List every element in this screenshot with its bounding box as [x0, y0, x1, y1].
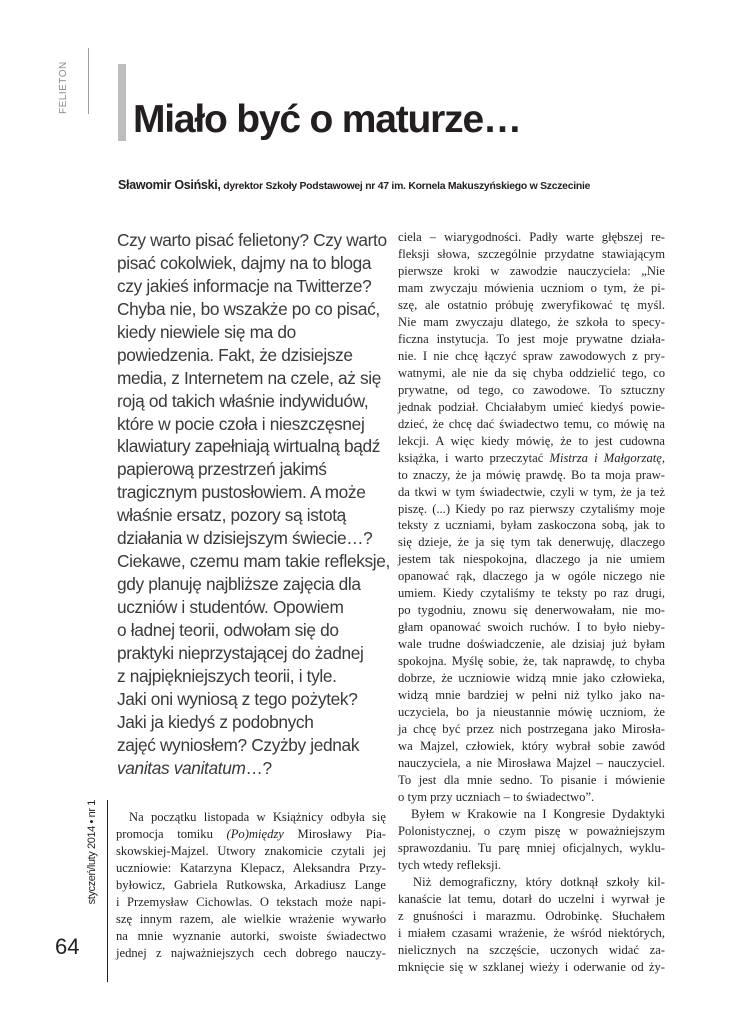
text-line: watnymi, ale nie da się chyba oddzielić tego, co [398, 365, 665, 380]
lead-line: pisać cokolwiek, dajmy na to bloga [117, 252, 372, 273]
section-divider [88, 48, 89, 114]
text-line: mknięcie się w szklanej wieży i oderwanie od ży- [398, 959, 665, 974]
text-line: jednej z najważniejszych cech dobrego nauczy- [116, 945, 386, 960]
text-line: uczniowie: Katarzyna Klepacz, Aleksandra Przy- [116, 860, 386, 875]
lead-line [117, 757, 387, 780]
page-number: 64 [55, 934, 80, 959]
text-line: fleksji słowa, szczególnie przydatne stawiającym [398, 246, 665, 261]
text-line: ciela – wiarygodności. Padły warte głębszej re- [398, 230, 665, 244]
issue-divider [107, 800, 108, 982]
text-line: da tkwi w tym świadectwie, czyli w tym, że ja też [398, 484, 665, 499]
text-line: to znaczy, że ja mówię prawdę. Bo ta moja praw- [398, 467, 665, 482]
lead-line: uczniów i studentów. Opowiem [117, 597, 344, 617]
paragraph [398, 229, 665, 806]
text-line: Byłem w Krakowie na I Kongresie Dydaktyki [411, 806, 665, 821]
lead-line: właśnie ersatz, pozory są istotą [117, 505, 346, 526]
text-line: po tygodniu, znowu się denerwowałam, nie mo- [398, 603, 665, 618]
text-line: byłowicz, Gabriela Rutkowska, Arkadiusz Lange [116, 877, 386, 892]
text-line: i Przemysław Cichowlas. O tekstach może napi- [116, 894, 386, 909]
italic-text: vanitas vanitatum [117, 757, 246, 778]
lead-line: roją od takich właśnie indywiduów, [117, 390, 369, 411]
text-line: pierwsze kroki w zawodzie nauczyciela: „Nie [398, 263, 665, 278]
lead-line: papierową przestrzeń jakimś [117, 459, 327, 480]
text-line: Nie mam zwyczaju dlatego, że szkoła to specy- [398, 314, 665, 329]
text-line: na mnie wyznanie autorki, swoiste świadectwo [116, 928, 386, 943]
text-line: jestem tak niespokojna, dlaczego ja nie umiem [398, 552, 665, 567]
section-label: FELIETON [58, 61, 69, 114]
text-segment: promocja tomiku [116, 826, 227, 841]
text-line: nielicznych na szczęście, uczonych widać za- [398, 942, 665, 957]
text-line: z gnuśności i marazmu. Odrobinkę. Słuchałem [398, 908, 665, 923]
lead-line: Chyba nie, bo wszakże po co pisać, [117, 298, 380, 319]
text-line: dobrze, że uczniowie widzą mnie jako człowieka, [398, 671, 665, 686]
author-role: dyrektor Szkoły Podstawowej nr 47 im. Kornela Makuszyńskiego w Szczecinie [220, 181, 591, 192]
issue-label: styczeń/luty 2014 • nr 1 [86, 800, 98, 905]
text-segment: , [661, 450, 665, 465]
italic-text: (Po)między [226, 826, 284, 841]
text-line: szę, ale ostatnio próbuję zweryfikować tę myśl. [398, 297, 665, 312]
text-line: i miałem czasami wrażenie, że wśród niektórych, [398, 925, 665, 940]
text-line: kanaście lat temu, dotarł do uczelni i wyrwał je [398, 891, 665, 906]
lead-line: media, z Internetem na czele, aż się [117, 367, 382, 388]
text-line [398, 450, 665, 467]
text-segment: …? [245, 757, 272, 778]
text-line: widzą mnie bardziej w pełni niż tylko jako na- [398, 688, 665, 703]
paragraph [398, 806, 665, 874]
text-line: ja chcę być przez nich postrzegana jako Mirosła- [398, 722, 665, 737]
text-line: głam opanować swoich ruchów. I to było nieby- [398, 620, 665, 635]
text-line: szę innym razem, ale wielkie wrażenie wywarło [116, 911, 386, 926]
lead-line: kiedy niewiele się ma do [117, 321, 296, 342]
left-column-body [116, 809, 386, 962]
title-accent-bar [118, 64, 126, 141]
lead-line: które w pocie czoła i nieszczęsnej [117, 413, 365, 434]
text-line: Na początku listopada w Książnicy odbyła się [129, 810, 386, 824]
text-line: tych wtedy refleksji. [398, 857, 502, 872]
lead-line: praktyki nieprzystającej do żadnej [117, 642, 364, 663]
text-line: skowskiej-Majzel. Utwory znakomicie czytali jej [116, 843, 386, 858]
lead-line: Jaki oni wyniosą z tego pożytek? [117, 688, 358, 709]
text-segment: książka, i warto przeczytać [398, 450, 550, 465]
text-line: nie. I nie chcę łączyć spraw zawodowych z pry- [398, 348, 665, 363]
text-line: umiem. Kiedy czytaliśmy te teksty po raz drugi, [398, 586, 665, 601]
lead-line: czy jakieś informacje na Twitterze? [117, 275, 372, 296]
text-line: teksty z uczniami, byłam zaskoczona sobą, jak to [398, 518, 665, 533]
text-line: o tym przy uczniach – to świadectwo”. [398, 789, 595, 804]
article-title: Miało być o maturze… [133, 98, 521, 141]
paragraph [116, 809, 386, 962]
lead-line: klawiatury zapełniają wirtualną bądź [117, 436, 381, 457]
lead-line: działania w dzisiejszym świecie…? [117, 528, 373, 549]
text-segment: Mirosławy Pia- [283, 826, 386, 841]
lead-line: Jaki ja kiedyś z podobnych [117, 711, 314, 732]
text-line: uczyciela, bo ja nieustannie mówię uczniom, że [398, 705, 665, 720]
text-line: prywatne, od tego, co zawodowe. To sztuczny [398, 382, 665, 397]
text-line: nauczyciela, a nie Mirosława Majzel – nauczyciel. [398, 756, 665, 771]
text-line: wa Majzel, człowiek, który wybrał sobie zawód [398, 739, 665, 754]
lead-line: zajęć wyniosłem? Czyżby jednak [117, 734, 360, 755]
lead-line: tragicznym pustosłowiem. A może [117, 482, 366, 503]
text-line: mam zwyczaju mówienia uczniom o tym, że pi- [398, 280, 665, 295]
lead-line: Ciekawe, czemu mam takie refleksje, [117, 551, 390, 572]
text-line: Niż demograficzny, który dotknął szkoły kil- [413, 874, 665, 889]
text-line: ficzna instytucja. To jest moje prywatne działa- [398, 331, 665, 346]
italic-text: Mistrza i Małgorzatę [549, 450, 662, 465]
text-line: dzieć, że chcę dać świadectwo temu, co mówię na [398, 416, 665, 431]
text-line: Polonistycznej, o czym piszę w poważniejszym [398, 823, 665, 838]
text-line: opanować rąk, dlaczego ja w ogóle niczego nie [398, 569, 665, 584]
author-name: Sławomir Osiński, [118, 178, 221, 192]
lead-paragraph [117, 229, 390, 780]
text-line: jednak podział. Chciałabym umieć kiedyś powie- [398, 399, 665, 414]
text-line: wale trudne doświadczenie, ale dzisiaj już byłam [398, 637, 665, 652]
right-column-body [398, 229, 665, 976]
byline [118, 178, 590, 192]
text-line: piszę. (...) Kiedy po raz pierwszy czytaliśmy moje [398, 501, 665, 516]
lead-line: gdy planuję najbliższe zajęcia dla [117, 574, 361, 595]
text-line: lekcji. A więc kiedy mówię, że to jest cudowna [398, 433, 665, 448]
lead-line: o ładnej teorii, odwołam się do [117, 619, 339, 640]
text-line: spokojna. Myślę sobie, że, tak naprawdę, to chyba [398, 654, 665, 669]
text-line: się dzieje, że ja się tym tak denerwuję, dlaczego [398, 535, 665, 550]
lead-line: z najpiękniejszych teorii, i tyle. [117, 665, 337, 686]
lead-line: Czy warto pisać felietony? Czy warto [117, 230, 387, 250]
paragraph [398, 874, 665, 976]
text-line [116, 826, 386, 843]
lead-line: powiedzenia. Fakt, że dzisiejsze [117, 344, 353, 365]
text-line: To jest dla mnie sedno. To pisanie i mówienie [398, 773, 665, 787]
text-line: sprawozdaniu. Tu parę mniej oficjalnych, wyklu- [398, 840, 665, 855]
